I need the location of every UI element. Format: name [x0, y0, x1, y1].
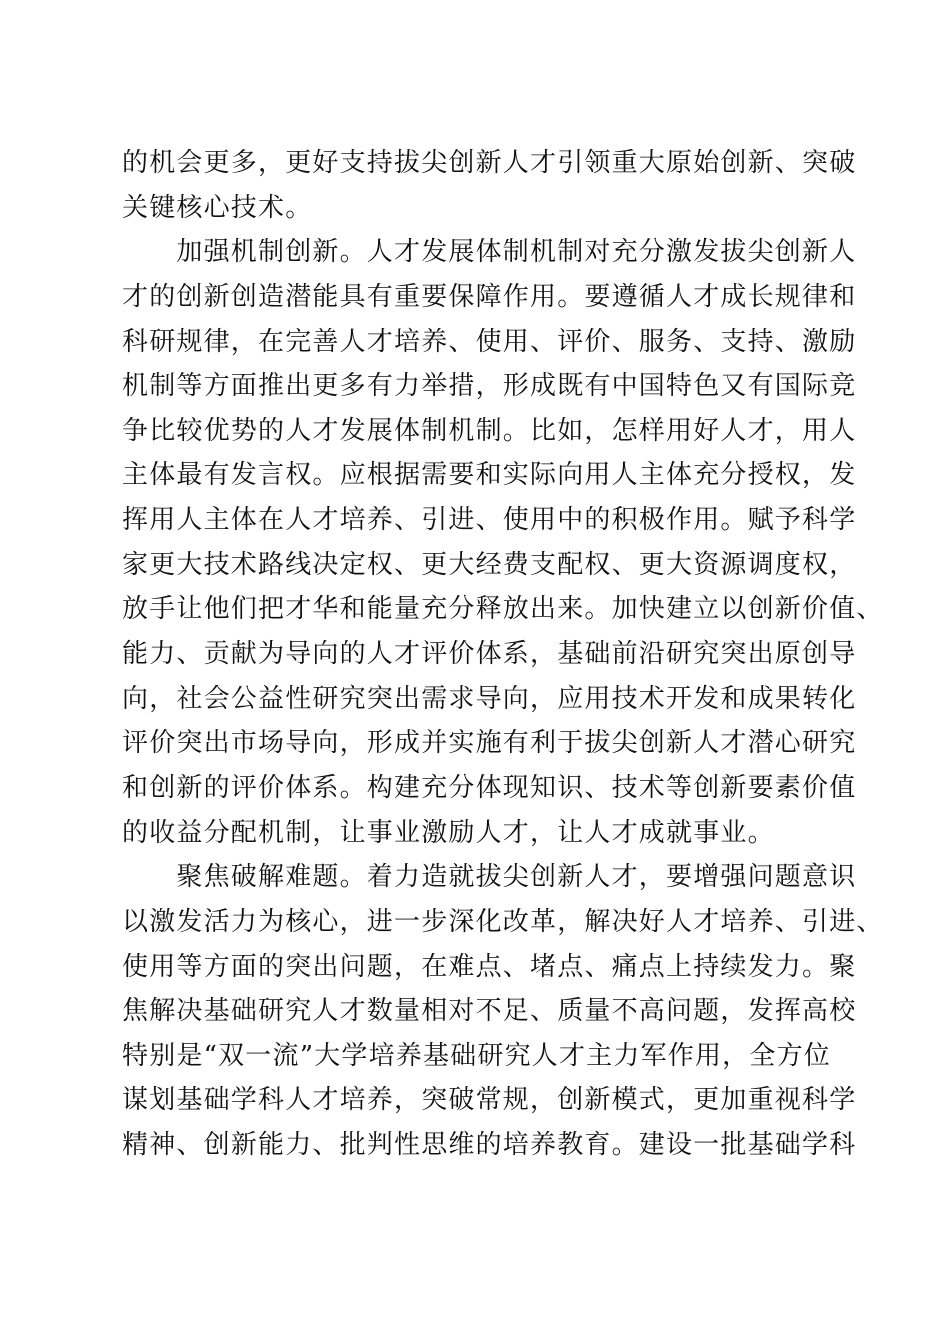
text-line: 向，社会公益性研究突出需求导向，应用技术开发和成果转化 [122, 683, 857, 714]
text-line: 主体最有发言权。应根据需要和实际向用人主体充分授权，发 [122, 460, 857, 491]
text-line: 才的创新创造潜能具有重要保障作用。要遵循人才成长规律和 [122, 281, 857, 312]
text-line: 的机会更多，更好支持拔尖创新人才引领重大原始创新、突破 [122, 148, 857, 178]
paragraph-start-line: 聚焦破解难题。着力造就拔尖创新人才，要增强问题意识 [122, 862, 857, 893]
text-line: 机制等方面推出更多有力举措，形成既有中国特色又有国际竞 [122, 371, 857, 402]
text-line: 和创新的评价体系。构建充分体现知识、技术等创新要素价值 [122, 772, 857, 803]
text-line: 谋划基础学科人才培养，突破常规，创新模式，更加重视科学 [122, 1085, 857, 1116]
text-line: 家更大技术路线决定权、更大经费支配权、更大资源调度权， [122, 549, 857, 580]
text-line: 的收益分配机制，让事业激励人才，让人才成就事业。 [122, 817, 775, 848]
text-line: 焦解决基础研究人才数量相对不足、质量不高问题，发挥高校 [122, 996, 857, 1027]
text-line: 特别是“双一流”大学培养基础研究人才主力军作用，全方位 [122, 1040, 831, 1071]
text-line: 评价突出市场导向，形成并实施有利于拔尖创新人才潜心研究 [122, 728, 857, 759]
text-line: 科研规律，在完善人才培养、使用、评价、服务、支持、激励 [122, 326, 857, 357]
text-line: 以激发活力为核心，进一步深化改革，解决好人才培养、引进、 [122, 906, 884, 937]
text-line: 精神、创新能力、批判性思维的培养教育。建设一批基础学科 [122, 1130, 857, 1161]
paragraph-start-line: 加强机制创新。人才发展体制机制对充分激发拔尖创新人 [122, 237, 857, 268]
text-line: 争比较优势的人才发展体制机制。比如，怎样用好人才，用人 [122, 415, 857, 446]
text-line: 关键核心技术。 [122, 192, 313, 223]
body-text [122, 141, 884, 1168]
text-line: 挥用人主体在人才培养、引进、使用中的积极作用。赋予科学 [122, 505, 857, 536]
text-line: 能力、贡献为导向的人才评价体系，基础前沿研究突出原创导 [122, 639, 857, 670]
text-line: 放手让他们把才华和能量充分释放出来。加快建立以创新价值、 [122, 594, 884, 625]
text-line: 使用等方面的突出问题，在难点、堵点、痛点上持续发力。聚 [122, 951, 857, 982]
